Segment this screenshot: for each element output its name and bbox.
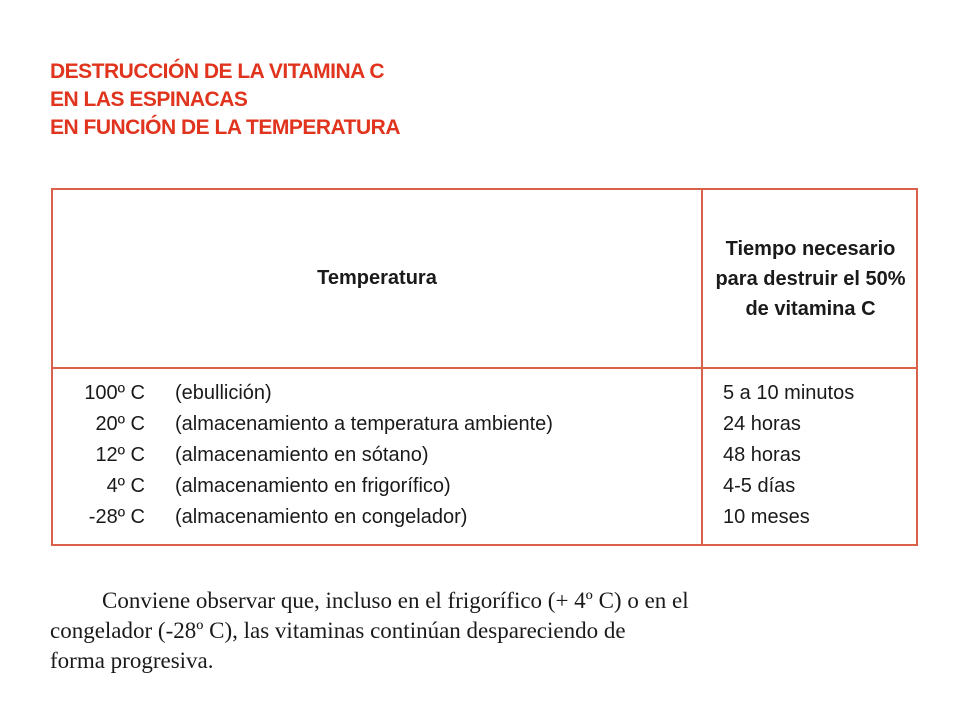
title-line-3: EN FUNCIÓN DE LA TEMPERATURA — [50, 116, 400, 139]
title-line-1: DESTRUCCIÓN DE LA VITAMINA C — [50, 60, 385, 83]
header-temperature: Temperatura — [317, 267, 437, 289]
row-description: (ebullición) — [175, 382, 272, 404]
note-paragraph — [50, 586, 900, 676]
row-temperature: 100º C — [84, 382, 145, 404]
table-row — [53, 382, 916, 413]
header-divider — [53, 367, 916, 369]
table-row — [53, 506, 916, 537]
table-row — [53, 413, 916, 444]
row-time: 10 meses — [723, 506, 810, 528]
header-time-line-2: para destruir el 50% — [715, 267, 906, 290]
table-body — [53, 382, 916, 537]
row-time: 5 a 10 minutos — [723, 382, 855, 404]
row-description: (almacenamiento en congelador) — [175, 506, 468, 528]
table-row — [53, 475, 916, 506]
row-temperature: 12º C — [95, 444, 145, 466]
paragraph-line-3: forma progresiva. — [50, 648, 214, 673]
row-description: (almacenamiento a temperatura ambiente) — [175, 413, 553, 435]
row-description: (almacenamiento en sótano) — [175, 444, 429, 466]
row-time: 48 horas — [723, 444, 801, 466]
row-time: 4-5 días — [723, 475, 796, 497]
header-time-line-3: de vitamina C — [745, 297, 876, 320]
vitamin-table — [51, 188, 918, 546]
row-temperature: 20º C — [95, 413, 145, 435]
paragraph-line-1: Conviene observar que, incluso en el frigorífico (+ 4º C) o en el — [102, 588, 689, 613]
table-row — [53, 444, 916, 475]
document-title — [50, 58, 400, 142]
row-description: (almacenamiento en frigorífico) — [175, 475, 451, 497]
header-time-line-1: Tiempo necesario — [725, 237, 896, 260]
row-temperature: -28º C — [88, 506, 145, 528]
header-time — [703, 190, 918, 367]
row-temperature: 4º C — [106, 475, 145, 497]
title-line-2: EN LAS ESPINACAS — [50, 88, 248, 111]
paragraph-line-2: congelador (-28º C), las vitaminas continúan despareciendo de — [50, 618, 626, 643]
row-time: 24 horas — [723, 413, 801, 435]
